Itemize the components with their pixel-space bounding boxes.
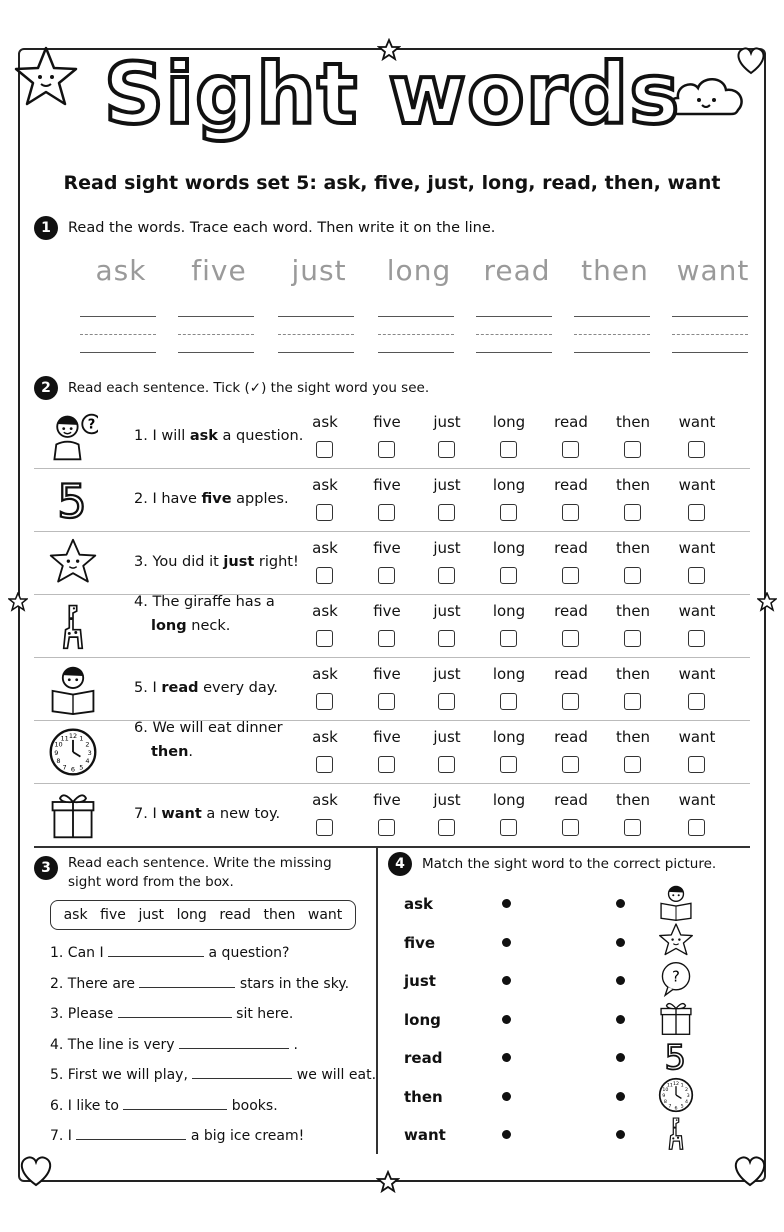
- tick-checkbox[interactable]: [316, 504, 333, 521]
- fill-sentence: [50, 973, 349, 992]
- sentence-part: 3. Please: [50, 1006, 118, 1022]
- tick-checkbox[interactable]: [562, 819, 579, 836]
- small-star-icon: [8, 592, 28, 612]
- option-label: five: [373, 602, 401, 620]
- match-dot-right[interactable]: [616, 1015, 625, 1024]
- sentence-text: [134, 590, 275, 638]
- tick-checkbox[interactable]: [562, 441, 579, 458]
- match-dot-right[interactable]: [616, 1130, 625, 1139]
- option-label: five: [373, 665, 401, 683]
- trace-word: just: [291, 254, 347, 287]
- star-face-icon: [48, 537, 98, 589]
- write-line[interactable]: [80, 316, 156, 317]
- trace-word: ask: [95, 254, 147, 287]
- option-label: long: [492, 602, 526, 620]
- sight-word-bold: read: [161, 680, 199, 696]
- option-label: read: [554, 413, 588, 431]
- answer-blank[interactable]: [118, 1003, 232, 1018]
- option-label: read: [554, 665, 588, 683]
- sentence-part: .: [289, 1036, 298, 1053]
- match-dot-left[interactable]: [502, 1015, 511, 1024]
- word-box-word: long: [176, 907, 207, 923]
- tick-checkbox[interactable]: [316, 567, 333, 584]
- option-label: want: [678, 539, 716, 557]
- option-label: ask: [312, 413, 338, 431]
- option-label: want: [678, 728, 716, 746]
- section3-instruction-line2: sight word from the box.: [68, 874, 234, 890]
- tick-checkbox[interactable]: [316, 441, 333, 458]
- tick-checkbox[interactable]: [500, 819, 517, 836]
- option-label: five: [373, 539, 401, 557]
- section1-instruction: Read the words. Trace each word. Then write it on the line.: [68, 220, 496, 236]
- sentence-part: 5. First we will play,: [50, 1067, 193, 1083]
- option-label: want: [678, 413, 716, 431]
- sentence-part: a big ice cream!: [186, 1128, 305, 1144]
- option-label: want: [678, 602, 716, 620]
- write-line[interactable]: [476, 316, 552, 317]
- option-label: just: [433, 665, 461, 683]
- section-number: 1: [34, 216, 58, 240]
- match-dot-left[interactable]: [502, 1092, 511, 1101]
- svg-text:1: 1: [79, 734, 84, 743]
- sentence-text: [134, 802, 280, 826]
- write-line[interactable]: [672, 352, 748, 353]
- option-label: then: [615, 539, 651, 557]
- svg-text:7: 7: [668, 1104, 672, 1110]
- sentence-part: 1. Can I: [50, 945, 109, 961]
- option-label: then: [615, 476, 651, 494]
- sentence-part: apples.: [231, 491, 289, 507]
- match-word: ask: [404, 895, 434, 913]
- sentence-part: 2. I have: [134, 491, 202, 507]
- tick-checkbox[interactable]: [562, 567, 579, 584]
- match-dot-left[interactable]: [502, 1053, 511, 1062]
- tick-checkbox[interactable]: [378, 693, 395, 710]
- svg-text:10: 10: [662, 1087, 669, 1093]
- svg-text:6: 6: [70, 765, 76, 774]
- write-guide-dashed: [672, 334, 748, 335]
- svg-text:?: ?: [87, 417, 96, 433]
- svg-text:2: 2: [85, 740, 90, 749]
- option-label: long: [492, 539, 526, 557]
- sentence-part: 7. I: [134, 806, 162, 822]
- tick-checkbox[interactable]: [438, 756, 455, 773]
- sentence-part: 7. I: [50, 1128, 77, 1144]
- option-label: just: [433, 476, 461, 494]
- sentence-part: books.: [227, 1097, 278, 1114]
- match-word: then: [404, 1087, 443, 1106]
- svg-text:8: 8: [663, 1099, 667, 1105]
- page-subtitle: Read sight words set 5: ask, five, just, long, read, then, want: [63, 172, 721, 194]
- sentence-row: [34, 468, 750, 531]
- svg-text:4: 4: [85, 757, 90, 766]
- option-label: long: [492, 728, 526, 746]
- tick-checkbox[interactable]: [378, 630, 395, 647]
- tick-checkbox[interactable]: [688, 693, 705, 710]
- section2-heading: [34, 376, 429, 400]
- sentence-part: a question.: [217, 428, 304, 444]
- write-guide-dashed: [378, 334, 454, 335]
- tick-checkbox[interactable]: [688, 441, 705, 458]
- page-title: Sight words: [103, 45, 681, 143]
- section3-instruction-line1: Read each sentence. Write the missing: [68, 855, 332, 871]
- giraffe-icon: [48, 600, 98, 652]
- option-label: read: [554, 728, 588, 746]
- section4-instruction: Match the sight word to the correct picture.: [422, 856, 717, 872]
- svg-text:1: 1: [680, 1082, 684, 1088]
- option-label: just: [433, 539, 461, 557]
- write-guide-dashed: [80, 334, 156, 335]
- sentence-part: a question?: [204, 945, 290, 961]
- tick-checkbox[interactable]: [624, 567, 641, 584]
- small-star-icon: [376, 1170, 400, 1194]
- sentence-row: [34, 405, 750, 468]
- word-box-word: just: [138, 907, 164, 923]
- write-line[interactable]: [178, 316, 254, 317]
- match-dot-left[interactable]: [502, 1130, 511, 1139]
- trace-word: read: [483, 254, 551, 287]
- sentence-row: [34, 657, 750, 720]
- svg-text:5: 5: [680, 1104, 684, 1110]
- tick-checkbox[interactable]: [438, 630, 455, 647]
- sentence-row: [34, 531, 750, 594]
- sentence-part: .: [188, 744, 194, 760]
- column-divider: [376, 848, 378, 1154]
- write-guide-dashed: [574, 334, 650, 335]
- word-box: [50, 900, 356, 930]
- sight-word-bold: just: [223, 554, 255, 570]
- tick-checkbox[interactable]: [500, 756, 517, 773]
- section3-heading: [34, 854, 332, 892]
- write-line[interactable]: [476, 352, 552, 353]
- write-line[interactable]: [378, 316, 454, 317]
- svg-text:9: 9: [54, 748, 59, 757]
- heart-icon: [730, 1152, 770, 1188]
- clock-icon: [656, 1076, 696, 1112]
- section2-instruction: Read each sentence. Tick (✓) the sight word you see.: [68, 380, 430, 396]
- tick-checkbox[interactable]: [688, 819, 705, 836]
- tick-checkbox[interactable]: [562, 693, 579, 710]
- sentence-line: 6. We will eat dinner: [134, 720, 283, 736]
- tick-checkbox[interactable]: [378, 504, 395, 521]
- sentence-part: every day.: [198, 680, 278, 696]
- match-word: read: [404, 1049, 443, 1067]
- gift-icon: [48, 789, 98, 841]
- option-label: ask: [312, 602, 338, 620]
- tick-checkbox[interactable]: [500, 441, 517, 458]
- tick-checkbox[interactable]: [624, 504, 641, 521]
- option-label: read: [554, 539, 588, 557]
- option-label: read: [554, 476, 588, 494]
- write-guide-dashed: [278, 334, 354, 335]
- svg-text:4: 4: [685, 1099, 689, 1105]
- clock-icon: [48, 726, 98, 778]
- write-line[interactable]: [672, 316, 748, 317]
- option-label: five: [373, 791, 401, 809]
- section-number: 2: [34, 376, 58, 400]
- answer-blank[interactable]: [139, 973, 235, 988]
- match-dot-right[interactable]: [616, 938, 625, 947]
- match-word: want: [404, 1126, 446, 1144]
- sight-word-bold: five: [201, 491, 232, 507]
- trace-word: five: [191, 254, 247, 287]
- match-dot-left[interactable]: [502, 899, 511, 908]
- sight-word-bold: then: [151, 744, 189, 760]
- match-word: five: [404, 933, 436, 952]
- svg-text:9: 9: [662, 1093, 666, 1099]
- tick-checkbox[interactable]: [624, 630, 641, 647]
- sight-word-bold: long: [151, 618, 187, 634]
- tick-checkbox[interactable]: [316, 756, 333, 773]
- gift-icon: [656, 999, 696, 1035]
- tick-checkbox[interactable]: [624, 819, 641, 836]
- tick-checkbox[interactable]: [500, 630, 517, 647]
- question-bubble-icon: [656, 960, 696, 996]
- option-label: ask: [312, 665, 338, 683]
- word-box-word: read: [219, 907, 251, 923]
- sentence-text: [134, 487, 289, 511]
- svg-text:11: 11: [666, 1082, 673, 1088]
- star-face-icon: [656, 922, 696, 958]
- tick-checkbox[interactable]: [562, 504, 579, 521]
- tick-checkbox[interactable]: [688, 567, 705, 584]
- tick-checkbox[interactable]: [316, 630, 333, 647]
- answer-blank[interactable]: [179, 1034, 289, 1049]
- option-label: just: [433, 728, 461, 746]
- sentence-line: 4. The giraffe has a: [134, 594, 275, 610]
- tick-checkbox[interactable]: [500, 567, 517, 584]
- tick-checkbox[interactable]: [688, 756, 705, 773]
- tick-checkbox[interactable]: [500, 504, 517, 521]
- number-five-icon: [48, 474, 98, 526]
- option-label: five: [373, 476, 401, 494]
- sentence-line: [134, 614, 275, 638]
- svg-text:10: 10: [54, 740, 63, 749]
- answer-blank[interactable]: [76, 1125, 186, 1140]
- svg-text:3: 3: [87, 748, 92, 757]
- tick-checkbox[interactable]: [378, 441, 395, 458]
- tick-checkbox[interactable]: [624, 441, 641, 458]
- write-line[interactable]: [178, 352, 254, 353]
- sentence-part: 3. You did it: [134, 554, 224, 570]
- option-label: long: [492, 665, 526, 683]
- giraffe-icon: [656, 1114, 696, 1150]
- tick-checkbox[interactable]: [316, 693, 333, 710]
- word-box-word: want: [307, 907, 343, 923]
- svg-text:7: 7: [62, 763, 67, 772]
- svg-text:5: 5: [664, 1037, 687, 1075]
- option-label: then: [615, 665, 651, 683]
- sentence-part: 5. I: [134, 680, 162, 696]
- svg-text:5: 5: [79, 763, 84, 772]
- option-label: long: [492, 413, 526, 431]
- fill-sentence: [50, 1095, 278, 1114]
- trace-word: long: [386, 254, 452, 287]
- sentence-text: [134, 716, 283, 764]
- child-reading-icon: [656, 883, 696, 919]
- svg-text:?: ?: [672, 967, 680, 986]
- sentence-part: 1. I will: [134, 428, 190, 444]
- option-label: want: [678, 476, 716, 494]
- svg-text:3: 3: [686, 1093, 690, 1099]
- section4-heading: [388, 852, 716, 876]
- word-box-word: five: [100, 907, 126, 923]
- sentence-part: 2. There are: [50, 975, 140, 992]
- option-label: want: [678, 665, 716, 683]
- tick-checkbox[interactable]: [438, 441, 455, 458]
- sentence-part: neck.: [186, 618, 231, 634]
- option-label: ask: [312, 728, 338, 746]
- tick-checkbox[interactable]: [316, 819, 333, 836]
- sentence-row: [34, 720, 750, 783]
- write-line[interactable]: [574, 352, 650, 353]
- option-label: ask: [312, 539, 338, 557]
- tick-checkbox[interactable]: [378, 567, 395, 584]
- svg-text:5: 5: [57, 474, 87, 526]
- tick-checkbox[interactable]: [378, 756, 395, 773]
- option-label: read: [554, 791, 588, 809]
- sentence-part: we will eat.: [292, 1067, 377, 1083]
- sentence-row: [34, 594, 750, 657]
- tick-checkbox[interactable]: [438, 819, 455, 836]
- sentence-text: [134, 424, 303, 448]
- match-dot-right[interactable]: [616, 976, 625, 985]
- sentence-part: right!: [254, 554, 299, 570]
- sentence-text: [134, 676, 278, 700]
- trace-word: want: [676, 254, 750, 287]
- svg-text:6: 6: [674, 1105, 678, 1111]
- fill-sentence: [50, 1034, 298, 1053]
- word-box-word: then: [263, 907, 296, 923]
- heart-icon: [16, 1152, 56, 1188]
- write-guide-dashed: [178, 334, 254, 335]
- word-box-word: ask: [63, 907, 88, 923]
- tick-checkbox[interactable]: [438, 504, 455, 521]
- write-line[interactable]: [378, 352, 454, 353]
- answer-blank[interactable]: [108, 942, 204, 957]
- tick-checkbox[interactable]: [562, 630, 579, 647]
- tick-checkbox[interactable]: [688, 504, 705, 521]
- sight-word-bold: want: [161, 806, 202, 822]
- match-dot-right[interactable]: [616, 1092, 625, 1101]
- child-reading-icon: [48, 663, 98, 715]
- option-label: just: [433, 791, 461, 809]
- number-five-icon: [656, 1037, 696, 1073]
- write-line[interactable]: [80, 352, 156, 353]
- option-label: ask: [312, 791, 338, 809]
- svg-text:11: 11: [60, 734, 69, 743]
- match-dot-left[interactable]: [502, 976, 511, 985]
- tick-checkbox[interactable]: [688, 630, 705, 647]
- sentence-part: a new toy.: [201, 806, 281, 822]
- option-label: just: [433, 602, 461, 620]
- match-dot-right[interactable]: [616, 1053, 625, 1062]
- fill-sentence: [50, 942, 289, 961]
- sentence-part: 6. I like to: [50, 1097, 124, 1114]
- tick-checkbox[interactable]: [438, 567, 455, 584]
- section-number: 4: [388, 852, 412, 876]
- trace-word: then: [581, 254, 649, 287]
- sentence-text: [134, 550, 299, 574]
- option-label: then: [615, 413, 651, 431]
- tick-checkbox[interactable]: [500, 693, 517, 710]
- sentence-part: 4. The line is very: [50, 1036, 180, 1053]
- match-word: just: [404, 972, 436, 990]
- option-label: read: [554, 602, 588, 620]
- svg-text:2: 2: [685, 1087, 689, 1093]
- svg-text:12: 12: [672, 1081, 680, 1087]
- sight-word-bold: ask: [189, 428, 218, 444]
- option-label: long: [492, 791, 526, 809]
- section1-heading: [34, 216, 495, 240]
- option-label: ask: [312, 476, 338, 494]
- fill-sentence: [50, 1064, 376, 1083]
- section-divider: [34, 846, 750, 848]
- tick-checkbox[interactable]: [378, 819, 395, 836]
- option-label: want: [678, 791, 716, 809]
- option-label: then: [615, 791, 651, 809]
- sentence-row: [34, 783, 750, 846]
- write-line[interactable]: [278, 352, 354, 353]
- match-dot-right[interactable]: [616, 899, 625, 908]
- svg-text:12: 12: [68, 732, 78, 741]
- sentence-part: stars in the sky.: [235, 975, 350, 992]
- write-line[interactable]: [574, 316, 650, 317]
- sentence-line: [134, 740, 283, 764]
- write-line[interactable]: [278, 316, 354, 317]
- child-question-icon: [48, 411, 98, 463]
- tick-checkbox[interactable]: [624, 756, 641, 773]
- fill-sentence: [50, 1003, 293, 1022]
- section-number: 3: [34, 856, 58, 880]
- option-label: five: [373, 413, 401, 431]
- answer-blank[interactable]: [192, 1064, 292, 1079]
- option-label: then: [615, 602, 651, 620]
- write-guide-dashed: [476, 334, 552, 335]
- match-dot-left[interactable]: [502, 938, 511, 947]
- tick-checkbox[interactable]: [438, 693, 455, 710]
- sentence-part: sit here.: [231, 1006, 294, 1022]
- tick-checkbox[interactable]: [562, 756, 579, 773]
- tick-checkbox[interactable]: [624, 693, 641, 710]
- option-label: just: [433, 413, 461, 431]
- small-star-icon: [757, 592, 777, 612]
- option-label: five: [373, 728, 401, 746]
- option-label: then: [615, 728, 651, 746]
- svg-text:8: 8: [56, 757, 61, 766]
- fill-sentence: [50, 1125, 304, 1144]
- match-word: long: [404, 1010, 441, 1029]
- answer-blank[interactable]: [123, 1095, 227, 1110]
- option-label: long: [492, 476, 526, 494]
